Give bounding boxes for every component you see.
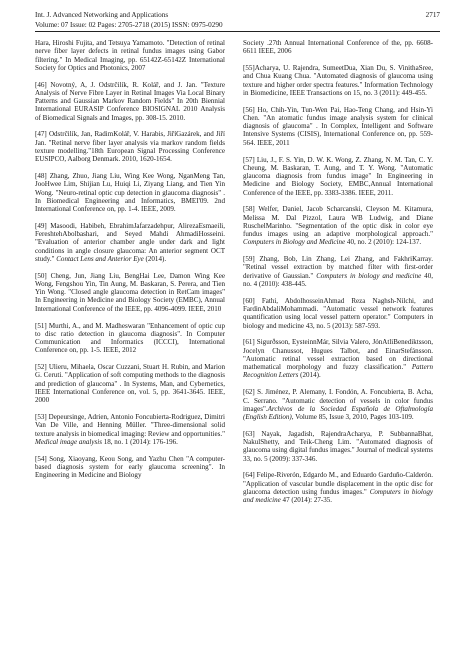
reference-text: [62] S. Jiménez, P. Alemany, I. Fondón, A. Foncubierta, B. Acha, C. Serrano. "Automatic detection of vessels in color fundus images".: [243, 388, 433, 413]
reference-details: 18, no. 1 (2014): 176-196.: [101, 437, 178, 446]
left-column: [35, 39, 225, 488]
reference-ref-48: [48] Zhang, Zhuo, Jiang Liu, Wing Kee Wong, NganMeng Tan, JooHwee Lim, Shijian Lu, Huiqi Li, Ziyang Liang, and Tien Yin Wong. "Neuro-retinal optic cup detection in glaucoma diagnosis" . In Biomedical Engineering and Informatics, BMEI'09. 2nd International Conference on, pp. 1-4. IEEE, 2009.: [35, 172, 225, 214]
reference-ref-45-cont: Hara, Hiroshi Fujita, and Tetsuya Yamamoto. "Detection of retinal nerve fiber layer defects in retinal fundus images using Gabor filtering." In Medical Imaging, pp. 65142Z-65142Z International Society for Optics and Photonics, 2007: [35, 39, 225, 72]
reference-ref-60: [60] Fathi, AbdolhosseinAhmad Reza Naghsh-Nilchi, and FardinAbdaliMohammadi. "Automatic vessel network features quantification using local vessel pattern operator." Computers in biology and medicine 43, no. 5 (2013): 587-593.: [243, 296, 433, 330]
reference-text: [49] Masoodi, Habibeh, EbrahimJafarzadehpur, AlirezaEsmaeili, FereshtehAbolbashari, and Seyed Mahdi AhmadiHosseini. "Evaluation of anterior chamber angle under dark and light conditions in angle closure glaucoma: An anterior segment OCT study.": [35, 221, 225, 263]
reference-details: (2014).: [143, 254, 167, 263]
reference-source: Computers in Biology and Medicine: [243, 238, 346, 247]
reference-details: 40, no. 2 (2010): 124-137.: [345, 238, 422, 247]
reference-details: 47 (2014): 27-35.: [280, 496, 333, 505]
journal-title: Int. J. Advanced Networking and Applications: [35, 11, 169, 19]
reference-text: [61] Sigurðsson, EysteinnMár, Silvia Valero, JónAtliBenediktsson, Jocelyn Chanussot, Hugues Talbot, and EinarStefánsson. "Automatic retinal vessel extraction based on directional mathematical morphology and fuzzy classification.": [243, 338, 433, 372]
reference-ref-64: [243, 471, 433, 504]
reference-ref-63: [63] Nayak, Jagadish, RajendraAcharya, P. SubbannaBhat, NakulShetty, and Teik-Cheng Lim. "Automated diagnosis of glaucoma using digital fundus images." Journal of medical systems 33, no. 5 (2009): 337-346.: [243, 429, 433, 463]
reference-ref-57: [57] Liu, J., F. S. Yin, D. W. K. Wong, Z. Zhang, N. M. Tan, C. Y. Cheung, M. Baskaran, T. Aung, and T. Y. Wong. "Automatic glaucoma diagnosis from fundus image" In Engineering in Medicine and Biology Society, EMBC,Annual International Conference of the IEEE, pp. 3383-3386. IEEE, 2011.: [243, 155, 433, 197]
reference-ref-52: [52] Ulieru, Mihaela, Oscar Cuzzani, Stuart H. Rubin, and Marion G. Ceruti. "Application of soft computing methods to the diagnosis and prediction of glaucoma" . In Systems, Man, and Cybernetics, IEEE International Conference on, vol. 5, pp. 3641-3645. IEEE, 2000: [35, 363, 225, 405]
volume-line: Volume: 07 Issue: 02 Pages: 2705-2718 (2015) ISSN: 0975-0290: [35, 20, 223, 29]
reference-text: [53] Depeursinge, Adrien, Antonio Foncubierta-Rodriguez, Dimitri Van De Ville, and Henning Müller. "Three-dimensional solid texture analysis in biomedical imaging: Review and opportunities.": [35, 413, 225, 438]
reference-ref-51: [51] Murthi, A., and M. Madheswaran "Enhancement of optic cup to disc ratio detection in glaucoma diagnosis". In Computer Communication and Informatics (ICCCI), International Conference on, pp. 1-5. IEEE, 2012: [35, 321, 225, 355]
reference-details: 40, no. 4 (2010): 438-445.: [243, 271, 433, 288]
reference-text: [59] Zhang, Bob, Lin Zhang, Lei Zhang, and FakhriKarray. "Retinal vessel extraction by matched filter with first-order derivative of Gaussian.": [243, 255, 433, 280]
reference-text: [64] Felipe-Riverón, Edgardo M., and Eduardo Garduño-Calderón. "Application of vascular bundle displacement in the optic disc for glaucoma detection using fundus images.": [243, 471, 433, 496]
reference-source: Medical image analysis: [35, 437, 102, 446]
reference-ref-55: [55]Acharya, U. Rajendra, SumeetDua, Xian Du, S. VinithaSree, and Chua Kuang Chua. "Automated diagnosis of glaucoma using texture and higher order spectra features." Information Technology in Biomedicine, IEEE Transactions on 15, no. 3 (2011): 449-455.: [243, 64, 433, 97]
reference-ref-49: [35, 222, 225, 263]
reference-source: Contact Lens and Anterior Eye: [56, 254, 144, 263]
reference-source: Pattern Recognition Letters: [243, 363, 433, 380]
reference-source: Computers in biology and medicine: [316, 271, 422, 280]
reference-ref-46: [46] Novotný, A, J. Odstrčilík, R. Kolář, and J. Jan. "Texture Analysis of Nerve Fibre Layer in Retinal Images Via Local Binary Patterns and Gaussian Markov Random Fields" In 20th Biennial International EURASIP Conference BIOSIGNAL 2010 Analysis of Biomedical Signals and Images, pp. 308-15. 2010.: [35, 80, 225, 122]
reference-source: Computers in biology and medicine: [243, 487, 433, 505]
right-column: [243, 39, 433, 513]
page-number: 2717: [425, 11, 440, 19]
header-rule: [35, 31, 440, 32]
reference-ref-59: [243, 255, 433, 288]
reference-ref-47: [47] Odstrčilík, Jan, RadimKolář, V. Harabis, JiříGazárek, and Jiří Jan. "Retinal nerve fiber layer analysis via markov random fields texture modelling."18th European Signal Processing Conference EUSIPCO, Aalborg Denmark. 2010, 1620-1654.: [35, 130, 225, 164]
reference-source: Archivos de la Sociedad Española de Oftalmología (English Edition),: [243, 404, 433, 421]
reference-ref-56: [56] Ho, Chih-Yin, Tun-Wen Pai, Hao-Teng Chang, and Hsin-Yi Chen. "An atomatic fundus image analysis system for clinical diagnosis of glaucoma" . In Complex, Intelligent and Software Intensive Systems (CISIS), International Conference on, pp. 559-564. IEEE, 2011: [243, 105, 433, 147]
reference-ref-53: [35, 413, 225, 446]
reference-ref-58: [243, 205, 433, 246]
reference-details: (2014).: [298, 371, 321, 380]
reference-ref-61: [243, 338, 433, 379]
reference-text: [58] Welfer, Daniel, Jacob Scharcanski, Cleyson M. Kitamura, Melissa M. Dal Pizzol, Laura WB Ludwig, and Diane RuschelMarinho. "Segmentation of the optic disk in color eye fundus images using an adaptive morphological approach.": [243, 205, 433, 239]
reference-details: Volume 85, Issue 3, 2010, Pages 103-109.: [293, 413, 414, 421]
reference-ref-50: [50] Cheng, Jun, Jiang Liu, BengHai Lee, Damon Wing Kee Wong, Fengshou Yin, Tin Aung, M. Baskaran, S. Perera, and Tien Yin Wong. "Closed angle glaucoma detection in RetCam images" In Engineering in Medicine and Biology Society (EMBC), Annual International Conference of the IEEE, pp. 4096-4099. IEEE, 2010: [35, 271, 225, 313]
reference-ref-54: [54] Song, Xiaoyang, Keou Song, and Yazhu Chen "A computer-based diagnosis system for early glaucoma screening". In Engineering in Medicine and Biology: [35, 454, 225, 480]
reference-ref-54-cont: Society .27th Annual International Conference of the, pp. 6608-6611 IEEE, 2006: [243, 39, 433, 56]
reference-ref-62: [243, 388, 433, 421]
